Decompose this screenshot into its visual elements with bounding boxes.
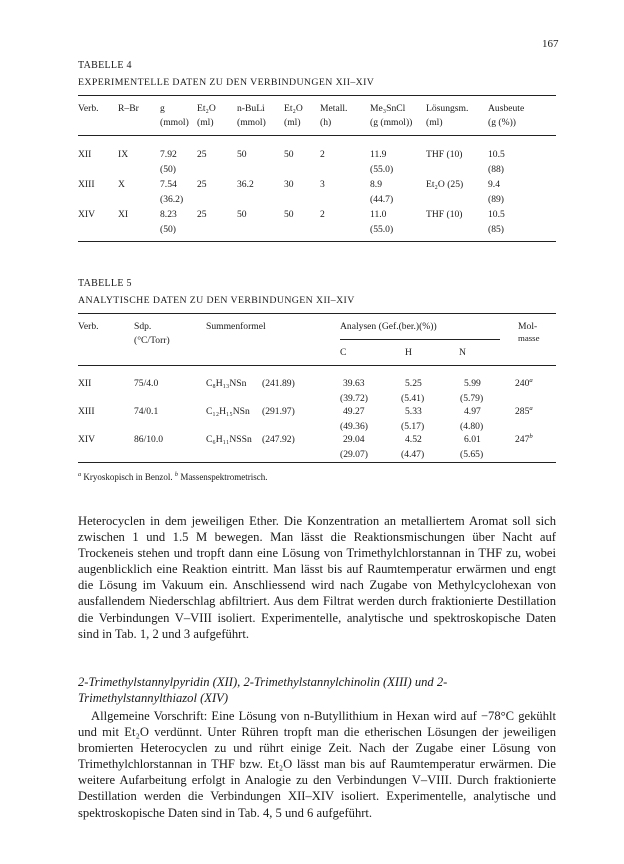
t5-cell-h-calc: (4.47) (401, 449, 425, 460)
t5-h-sdp: Sdp. (134, 321, 152, 332)
t5-cell-n-calc: (5.79) (460, 393, 484, 404)
t5-cell-c: 39.63 (343, 378, 365, 389)
t4-h-et2o-a-unit: (ml) (197, 117, 214, 128)
t4-h-et2o-a: Et₂O (197, 103, 216, 114)
t5-cell-n: 5.99 (464, 378, 481, 389)
t4-cell-g-mmol: (50) (160, 164, 176, 175)
t5-cell-formula: C₆H₁₁NSSn (206, 434, 252, 445)
t5-cell-sdp: 74/0.1 (134, 406, 159, 417)
t4-cell-me3sncl: 11.9 (370, 149, 387, 160)
t5-h-masse: masse (518, 333, 540, 343)
t4-h-losungsm-unit: (ml) (426, 117, 443, 128)
t5-cell-c-calc: (29.07) (340, 449, 368, 460)
table4-title: TABELLE 4 (78, 60, 132, 71)
t4-cell-g: 7.92 (160, 149, 177, 160)
paragraph-procedure: Allgemeine Vorschrift: Eine Lösung von n-Butyllithium in Hexan wird auf −78°C gekühlt und mit Et₂O verdünnt. Unter Rühren tropft man die etherischen Lösungen der jeweiligen bromierten Heterocyclen zu und rührt einige Zeit. Nach der Zugabe einer Lösung von Trimethylchlorstannan in THF bzw. Et₂O lässt man bis auf Raumtemperatur erwärmen. Die weitere Aufarbeitung erfolgt in Analogie zu den Verbindungen V–VIII. Durch fraktionierte Destillation werden die Verbindungen XII–XIV isoliert. Experimentelle, analytische und spektroskopische Daten sind in Tab. 4, 5 und 6 aufgeführt. (78, 709, 556, 820)
t4-cell-g: 8.23 (160, 209, 177, 220)
t4-cell-me3sncl-mmol: (55.0) (370, 224, 394, 235)
t5-cell-c: 49.27 (343, 406, 365, 417)
t5-cell-h-calc: (5.17) (401, 421, 425, 432)
t4-cell-rbr: X (118, 179, 125, 190)
t5-cell-h: 5.25 (405, 378, 422, 389)
t5-h-h: H (405, 347, 412, 358)
t5-cell-c: 29.04 (343, 434, 365, 445)
t4-cell-me3sncl: 8.9 (370, 179, 382, 190)
t5-cell-molmasse: 247$^b$ (515, 433, 533, 445)
t5-cell-sdp: 86/10.0 (134, 434, 164, 445)
t5-cell-n: 4.97 (464, 406, 481, 417)
t5-cell-molmasse: 240$^a$ (515, 377, 533, 389)
t4-cell-verb: XIII (78, 179, 95, 190)
t5-cell-h: 4.52 (405, 434, 422, 445)
table5-title: TABELLE 5 (78, 278, 132, 289)
t4-h-nbuli-unit: (mmol) (237, 117, 266, 128)
table4-header-rule (78, 135, 556, 136)
t5-cell-mw: (291.97) (262, 406, 295, 417)
t5-cell-n-calc: (5.65) (460, 449, 484, 460)
t5-cell-c-calc: (49.36) (340, 421, 368, 432)
t4-cell-metall: 3 (320, 179, 325, 190)
t5-cell-verb: XIV (78, 434, 96, 445)
table4-caption: EXPERIMENTELLE DATEN ZU DEN VERBINDUNGEN XII–XIV (78, 77, 375, 88)
t4-cell-g: 7.54 (160, 179, 177, 190)
t4-cell-metall: 2 (320, 209, 325, 220)
t4-cell-ausbeute: 10.5 (488, 149, 505, 160)
t4-h-me3sncl-unit: (g (mmol)) (370, 117, 413, 128)
t4-cell-verb: XII (78, 149, 92, 160)
t4-h-g-unit: (mmol) (160, 117, 189, 128)
table5-footnote (78, 472, 268, 482)
t4-h-et2o-b-unit: (ml) (284, 117, 301, 128)
t4-h-ausbeute-unit: (g (%)) (488, 117, 516, 128)
table4-bottom-rule (78, 241, 556, 242)
t4-cell-et2o-a: 25 (197, 209, 207, 220)
t4-h-rbr: R–Br (118, 103, 139, 114)
t4-cell-me3sncl-mmol: (55.0) (370, 164, 394, 175)
paragraph-intro: Heterocyclen in dem jeweiligen Ether. Die Konzentration an metalliertem Aromat soll sich zwischen 1 und 1.5 M bewegen. Man lässt die Reaktionsmischungen über Nacht auf Trockeneis stehen und tropft dann eine Lösung von Trimethylchlorstannan in THF zu, wobei augenblicklich eine Reaktion eintritt. Man lässt bis auf Raumtemperatur erwärmen und engt die Lösung im Vakuum ein. Anschliessend wird nach Zugabe von Methylcyclohexan von ausfallendem Niederschlag abfiltriert. Aus dem Filtrat werden durch fraktionierte Destillation die Verbindungen V–VIII isoliert. Experimentelle, analytische und spektroskopische Daten sind in Tab. 1, 2 und 3 aufgeführt. (78, 514, 556, 641)
t5-cell-n-calc: (4.80) (460, 421, 484, 432)
t4-cell-ausbeute: 10.5 (488, 209, 505, 220)
t5-cell-formula: C₈H₁₃NSn (206, 378, 247, 389)
table5-caption: ANALYTISCHE DATEN ZU DEN VERBINDUNGEN XII–XIV (78, 295, 355, 306)
footnote-a-text: Kryoskopisch in Benzol. (81, 472, 175, 482)
footnote-b-text: Massenspektrometrisch. (178, 472, 268, 482)
t5-cell-verb: XIII (78, 406, 95, 417)
t4-cell-losungsm: THF (10) (426, 149, 463, 160)
t5-h-sdp-unit: (°C/Torr) (134, 335, 170, 346)
table5-header-rule (78, 365, 556, 366)
t4-cell-ausbeute-pct: (85) (488, 224, 504, 235)
t4-h-metall-unit: (h) (320, 117, 332, 128)
t4-cell-ausbeute-pct: (88) (488, 164, 504, 175)
t5-cell-molmasse: 285$^a$ (515, 405, 533, 417)
t5-h-analysen: Analysen (Gef.(ber.)(%)) (340, 321, 437, 332)
t5-cell-mw: (247.92) (262, 434, 295, 445)
table5-top-rule (78, 313, 556, 314)
t4-h-et2o-b: Et₂O (284, 103, 303, 114)
t4-cell-losungsm: Et₂O (25) (426, 179, 464, 190)
t4-cell-g-mmol: (36.2) (160, 194, 184, 205)
t5-cell-c-calc: (39.72) (340, 393, 368, 404)
t5-h-n: N (459, 347, 466, 358)
page-number: 167 (542, 38, 559, 50)
t4-cell-ausbeute: 9.4 (488, 179, 500, 190)
t5-h-verb: Verb. (78, 321, 99, 332)
t4-cell-rbr: IX (118, 149, 129, 160)
t4-h-me3sncl: Me₃SnCl (370, 103, 406, 114)
t5-cell-verb: XII (78, 378, 92, 389)
t4-cell-rbr: XI (118, 209, 129, 220)
t4-h-ausbeute: Ausbeute (488, 103, 525, 114)
t4-cell-et2o-b: 50 (284, 209, 294, 220)
footnote-b-mark: b (174, 471, 179, 478)
t5-h-c: C (340, 347, 347, 358)
footnote-a-mark: a (78, 471, 82, 478)
table5-bottom-rule (78, 462, 556, 463)
t4-cell-et2o-b: 30 (284, 179, 294, 190)
t4-cell-ausbeute-pct: (89) (488, 194, 504, 205)
t4-cell-et2o-b: 50 (284, 149, 294, 160)
t4-cell-et2o-a: 25 (197, 149, 207, 160)
t5-cell-h-calc: (5.41) (401, 393, 425, 404)
t4-h-verb: Verb. (78, 103, 99, 114)
t4-h-losungsm: Lösungsm. (426, 103, 469, 114)
t5-analysen-rule (340, 339, 500, 340)
t5-h-summenformel: Summenformel (206, 321, 266, 332)
t5-h-mol: Mol- (518, 321, 538, 332)
t4-h-metall: Metall. (320, 103, 348, 114)
t5-cell-n: 6.01 (464, 434, 481, 445)
t4-cell-metall: 2 (320, 149, 325, 160)
section-heading: 2-Trimethylstannylpyridin (XII), 2-Trimethylstannylchinolin (XIII) und 2-Trimethylstannylthiazol (XIV) (78, 675, 448, 706)
t4-cell-nbuli: 36.2 (237, 179, 254, 190)
t4-h-g: g (160, 103, 165, 114)
t4-cell-verb: XIV (78, 209, 96, 220)
t4-cell-losungsm: THF (10) (426, 209, 463, 220)
t4-cell-nbuli: 50 (237, 149, 247, 160)
t4-cell-me3sncl: 11.0 (370, 209, 387, 220)
t5-cell-sdp: 75/4.0 (134, 378, 159, 389)
table4-top-rule (78, 95, 556, 96)
t5-cell-mw: (241.89) (262, 378, 295, 389)
t5-cell-formula: C₁₂H₁₅NSn (206, 406, 250, 417)
t4-h-nbuli: n-BuLi (237, 103, 265, 114)
t4-cell-g-mmol: (50) (160, 224, 176, 235)
t5-cell-h: 5.33 (405, 406, 422, 417)
t4-cell-et2o-a: 25 (197, 179, 207, 190)
t4-cell-nbuli: 50 (237, 209, 247, 220)
t4-cell-me3sncl-mmol: (44.7) (370, 194, 394, 205)
